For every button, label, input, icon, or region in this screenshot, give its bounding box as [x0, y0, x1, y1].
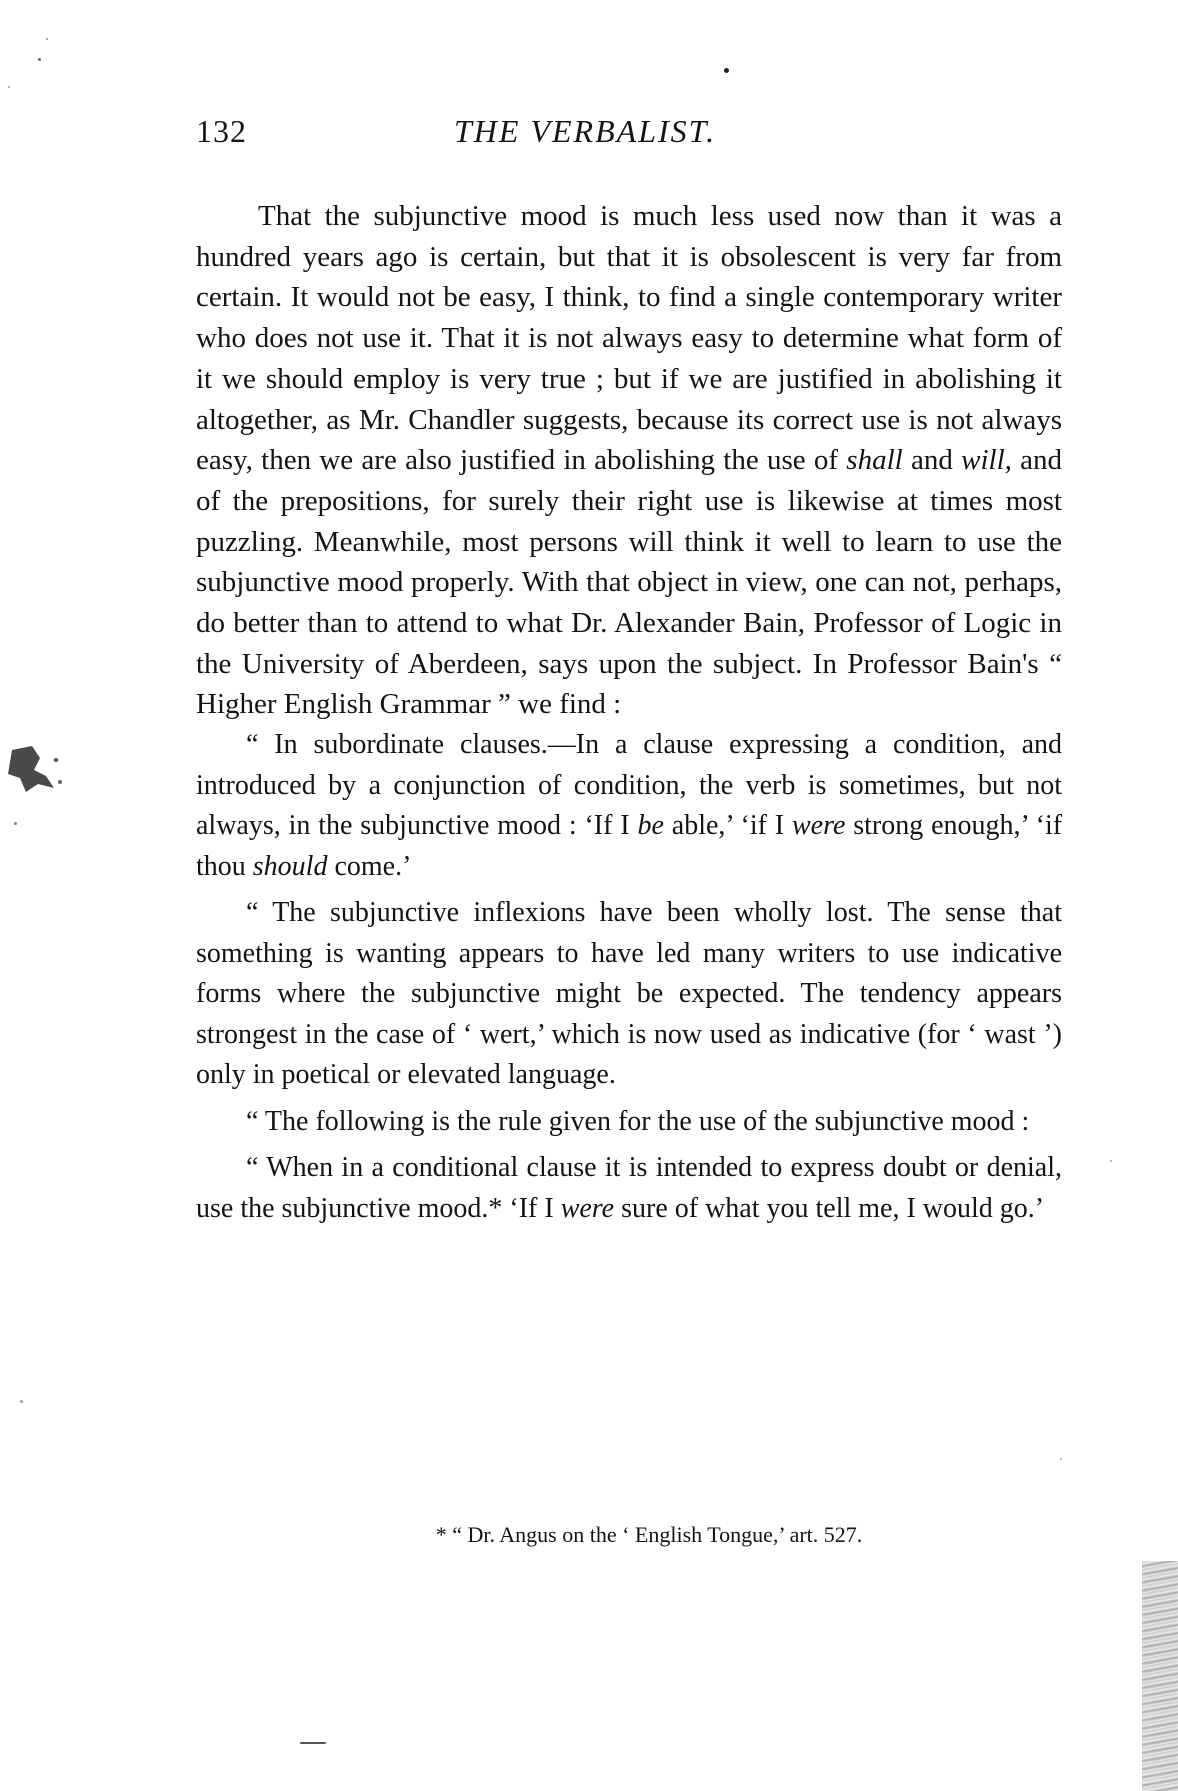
paragraph-text: and — [910, 444, 953, 477]
footnote: * “ Dr. Angus on the ‘ English Tongue,’ art. 527. — [435, 1522, 863, 1547]
quoted-paragraph — [196, 1148, 1062, 1229]
scan-speck — [724, 68, 729, 73]
italic-word: shall — [846, 444, 903, 477]
quote-text: come.’ — [334, 850, 412, 882]
page-number: 132 — [196, 113, 247, 149]
scan-speck — [300, 1742, 326, 1744]
scan-speck — [8, 86, 10, 88]
paragraph — [196, 196, 1062, 725]
quoted-paragraph: “ The subjunctive inflexions have been wholly lost. The sense that something is wanting appears to have led many writers to use indicative forms where the subjunctive might be expected. The tendency appears strongest in the case of ‘ wert,’ which is now used as indicative (for ‘ wast ’) only in poetical or elevated language. — [196, 897, 1062, 1091]
scan-speck — [1060, 1458, 1062, 1460]
paragraph-text: That the subjunctive mood is much less used now than it was a hundred years ago is certain, but that it is obsolescent is very far from certain. It would not be easy, I think, to find a single contemporary writer who does not use it. That it is not always easy to determine what form of it we should employ is very true ; but if we are justified in abolishing it altogether, as Mr. Chandler suggests, because its correct use is not always easy, then we are also justified in abolishing the use of — [196, 200, 1062, 477]
italic-word: be — [637, 810, 664, 842]
italic-word: were — [792, 810, 846, 842]
scan-speck — [38, 58, 41, 61]
scan-speck — [1110, 1160, 1112, 1162]
quote-text: “ When in a conditional clause it is intended to express doubt or denial, use the subjunctive mood.* ‘If I — [196, 1152, 1062, 1224]
running-title: THE VERBALIST. — [454, 113, 717, 149]
italic-word: will, — [961, 444, 1012, 477]
quoted-paragraph: “ The following is the rule given for the use of the subjunctive mood : — [246, 1105, 1030, 1137]
quote-text: “ In subordinate clauses.—In a clause expressing a condition, and introduced by a conjunction of condition, the verb is sometimes, but not always, in the subjunctive mood : ‘If I — [196, 729, 1062, 842]
scan-speck — [20, 1400, 23, 1403]
scan-speck — [46, 38, 48, 40]
italic-word: were — [560, 1192, 615, 1224]
scan-speck — [14, 822, 17, 825]
quote-text: sure of what you tell me, I would go.’ — [621, 1192, 1045, 1224]
quote-text: able,’ ‘if I — [671, 810, 785, 842]
body-text — [196, 196, 1062, 1229]
italic-word: should — [252, 850, 328, 882]
page-header — [196, 113, 1076, 159]
page-edge-shadow — [1142, 1561, 1178, 1791]
quote-text: strong enough,’ ‘if thou — [196, 810, 1063, 882]
scan-blot — [4, 740, 66, 800]
quoted-paragraph — [196, 725, 1062, 887]
paragraph-text: and of the prepositions, for surely their right use is likewise at times most puzzling. Meanwhile, most persons will think it well to learn to use the subjunctive mood properly. With that object in view, one can not, perhaps, do better than to attend to what Dr. Alexander Bain, Professor of Logic in the University of Aberdeen, says upon the subject. In Professor Bain's “ Higher English Grammar ” we find : — [196, 444, 1063, 721]
